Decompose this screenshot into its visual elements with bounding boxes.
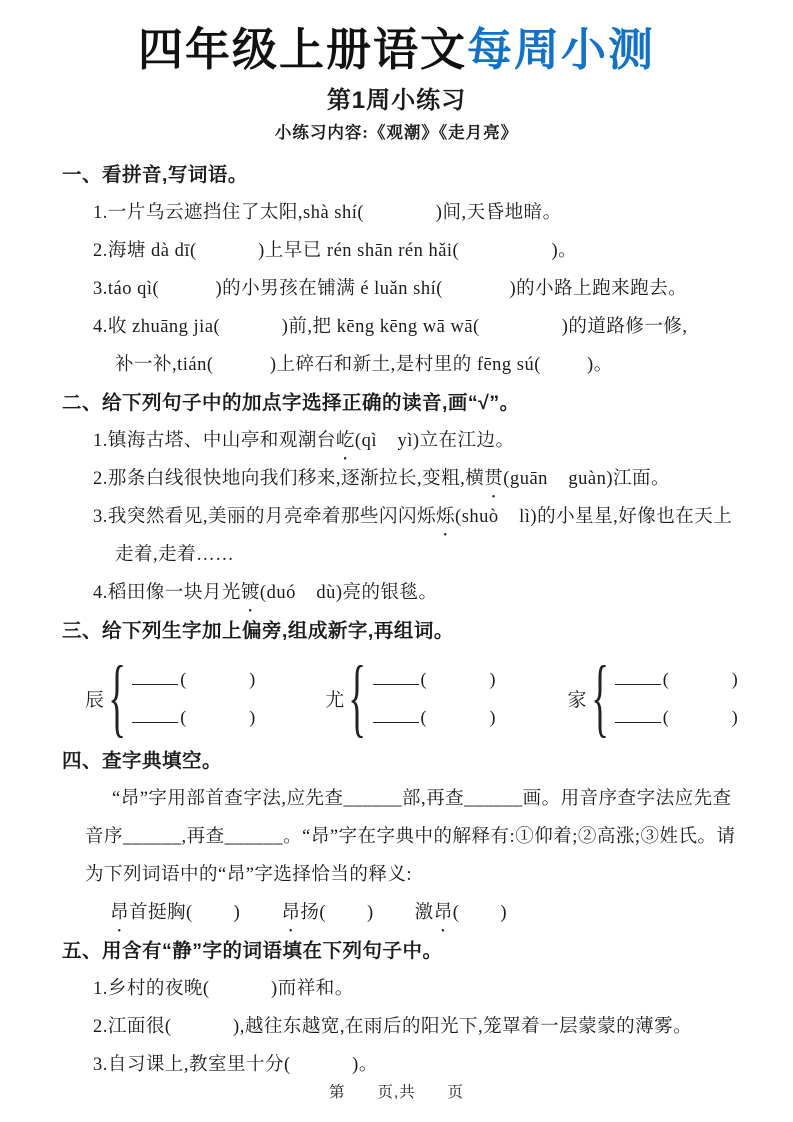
section-4-heading: 四、查字典填空。 [62,750,223,772]
question-line-continuation: 走着,走着…… [115,545,235,565]
question-line: 1.一片乌云遮挡住了太阳,shà shí( )间,天昏地暗。 [93,203,562,223]
answer-parens: ( ) [180,669,256,689]
text-segment: ( ) [452,903,508,923]
section-1-heading: 一、看拼音,写词语。 [62,164,248,186]
question-line [93,460,783,498]
base-char: 尤 [325,689,345,711]
answer-row [373,706,496,728]
question-line-continuation: 补一补,tián( )上碎石和新土,是村里的 fēng sú( )。 [115,355,613,375]
section-4 [0,742,793,932]
answer-row [132,706,255,728]
text-segment: (shuò lì)的小星星,好像也在天上 [455,507,733,527]
question-line: 2.江面很( ),越往东越宽,在雨后的阳光下,笼罩着一层蒙蒙的薄雾。 [93,1017,693,1037]
combine-group-you [325,649,496,746]
text-segment: (qì yì)立在江边。 [354,431,515,451]
answer-parens: ( ) [180,707,256,727]
dictionary-paragraph-line: 音序______,再查______。“昂”字在字典中的解释有:①仰着;②高涨;③姓氏。请 [85,827,736,847]
title-blue-part: 每周小测 [467,24,656,75]
dotted-char: 昂 [433,903,453,923]
section-3 [0,612,793,746]
content-note: 小练习内容:《观潮》《走月亮》 [274,123,519,142]
dictionary-paragraph-line: “昂”字用部首查字法,应先查______部,再查______画。用音序查字法应先查 [112,789,732,809]
question-line [93,574,783,612]
dotted-char: 屹 [335,431,355,451]
question-line [93,422,783,460]
answer-blank [132,669,178,685]
answer-parens: ( ) [662,669,738,689]
answer-parens: ( ) [662,707,738,727]
section-3-heading: 三、给下列生字加上偏旁,组成新字,再组词。 [62,620,454,642]
text-segment: 2.那条白线很快地向我们移来,逐渐拉长,变粗,横 [93,469,485,489]
question-line [93,498,783,536]
dictionary-paragraph-line: 为下列词语中的“昂”字选择恰当的释义: [85,865,413,885]
answer-parens: ( ) [420,669,496,689]
text-segment: 首挺胸( ) [129,903,282,923]
question-line: 3.táo qì( )的小男孩在铺满 é luǎn shí( )的小路上跑来跑去。 [93,279,688,299]
brace-icon: { [108,649,127,746]
base-char: 辰 [85,689,105,711]
answer-blank [373,669,419,685]
text-segment: 4.稻田像一块月光 [93,583,241,603]
dotted-char: 昂 [281,903,301,923]
section-5 [0,932,793,1084]
week-subtitle: 第1周小练习 [326,87,467,114]
answer-row [615,706,738,728]
section-2 [0,384,793,612]
answer-blank [132,707,178,723]
text-segment: 3.我突然看见,美丽的月亮牵着那些闪闪烁 [93,507,437,527]
question-line: 2.海塘 dà dī( )上早已 rén shān rén hǎi( )。 [93,241,578,261]
section-5-heading: 五、用含有“静”字的词语填在下列句子中。 [62,940,443,962]
combine-groups-row [85,649,793,746]
answer-blank [373,707,419,723]
question-line: 4.收 zhuāng jia( )前,把 kēng kēng wā wā( )的道路修一修, [93,317,688,337]
section-2-heading: 二、给下列句子中的加点字选择正确的读音,画“√”。 [62,392,520,414]
text-segment: (duó dù)亮的银毯。 [259,583,438,603]
combine-group-chen [85,649,256,746]
answer-row [373,668,496,690]
page-footer: 第 页,共 页 [329,1084,464,1101]
question-line: 1.乡村的夜晚( )而祥和。 [93,979,354,999]
text-segment: (guān guàn)江面。 [503,469,671,489]
dotted-char: 镀 [240,583,260,603]
text-segment: 1.镇海古塔、中山亭和观潮台 [93,431,336,451]
word-choices-line [110,894,783,932]
dotted-char: 贯 [484,469,504,489]
title-grade-part: 四年级上册语文 [137,24,467,75]
answer-row [615,668,738,690]
answer-rows [615,668,738,728]
base-char: 家 [567,689,587,711]
answer-blank [615,669,661,685]
answer-blank [615,707,661,723]
text-segment: 扬( ) 激 [300,903,434,923]
brace-icon: { [590,649,609,746]
answer-row [132,668,255,690]
answer-rows [373,668,496,728]
combine-group-jia [567,649,738,746]
section-1 [0,156,793,384]
answer-parens: ( ) [420,707,496,727]
dotted-char: 烁 [436,507,456,527]
question-line: 3.自习课上,教室里十分( )。 [93,1055,378,1075]
dotted-char: 昂 [110,903,130,923]
answer-rows [132,668,255,728]
page-title [0,0,793,78]
brace-icon: { [348,649,367,746]
